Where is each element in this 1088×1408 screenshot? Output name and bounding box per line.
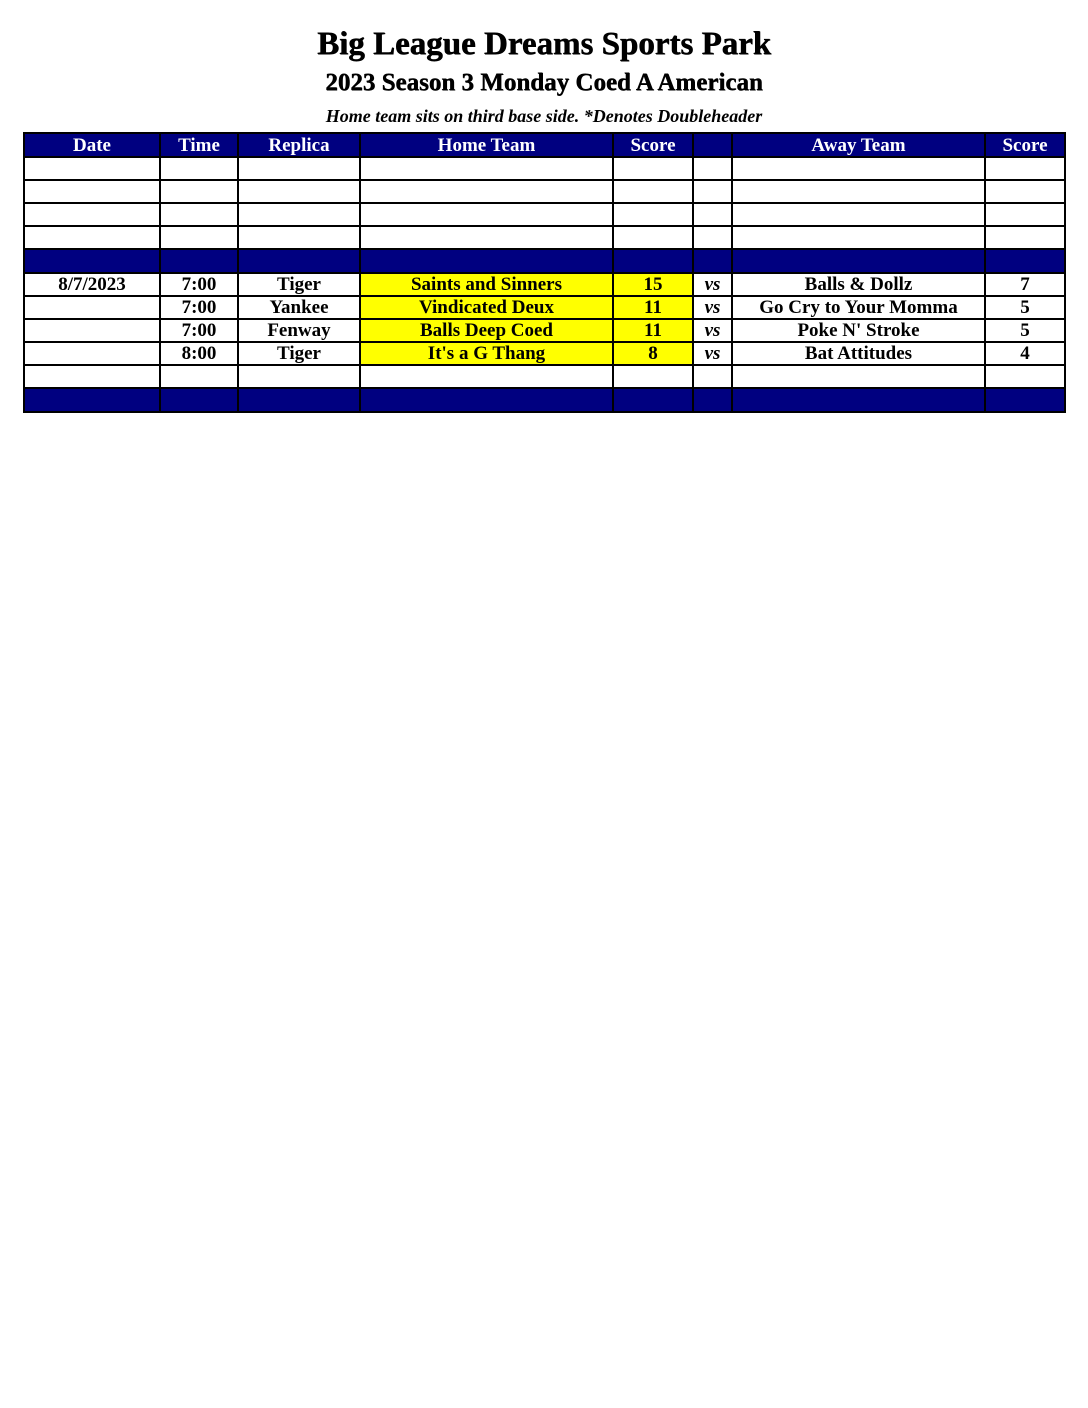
column-header-replica: Replica	[238, 133, 360, 157]
game-replica: Yankee	[238, 296, 360, 319]
away-score: 7	[985, 273, 1065, 296]
game-date	[24, 296, 160, 319]
away-team: Go Cry to Your Momma	[732, 296, 985, 319]
empty-row	[24, 203, 1065, 226]
home-team: Balls Deep Coed	[360, 319, 613, 342]
home-team: Vindicated Deux	[360, 296, 613, 319]
game-replica: Tiger	[238, 273, 360, 296]
empty-row	[24, 180, 1065, 203]
game-row	[24, 273, 1065, 296]
schedule-table	[23, 132, 1066, 413]
page-title: Big League Dreams Sports Park	[316, 26, 772, 62]
column-header-home-team: Home Team	[360, 133, 613, 157]
away-team: Balls & Dollz	[732, 273, 985, 296]
game-row	[24, 296, 1065, 319]
page-subtitle: 2023 Season 3 Monday Coed A American	[325, 69, 763, 96]
game-row	[24, 342, 1065, 365]
header-row	[24, 133, 1065, 157]
away-score: 5	[985, 319, 1065, 342]
column-header-home-score: Score	[613, 133, 693, 157]
column-header-away-score: Score	[985, 133, 1065, 157]
game-row	[24, 319, 1065, 342]
home-score: 11	[613, 319, 693, 342]
game-time: 7:00	[160, 319, 238, 342]
home-score: 8	[613, 342, 693, 365]
column-header-time: Time	[160, 133, 238, 157]
separator-band	[24, 388, 1065, 412]
vs-label: vs	[693, 296, 732, 319]
game-replica: Tiger	[238, 342, 360, 365]
vs-label: vs	[693, 342, 732, 365]
home-team: It's a G Thang	[360, 342, 613, 365]
separator-band	[24, 249, 1065, 273]
column-header-date: Date	[24, 133, 160, 157]
vs-label: vs	[693, 319, 732, 342]
game-time: 7:00	[160, 273, 238, 296]
vs-label: vs	[693, 273, 732, 296]
column-header-away-team: Away Team	[732, 133, 985, 157]
game-date: 8/7/2023	[24, 273, 160, 296]
game-time: 8:00	[160, 342, 238, 365]
away-score: 4	[985, 342, 1065, 365]
home-team: Saints and Sinners	[360, 273, 613, 296]
column-header-vs	[693, 133, 732, 157]
empty-row	[24, 365, 1065, 388]
home-score: 15	[613, 273, 693, 296]
home-score: 11	[613, 296, 693, 319]
empty-row	[24, 157, 1065, 180]
away-score: 5	[985, 296, 1065, 319]
game-date	[24, 342, 160, 365]
away-team: Poke N' Stroke	[732, 319, 985, 342]
game-time: 7:00	[160, 296, 238, 319]
empty-row	[24, 226, 1065, 249]
away-team: Bat Attitudes	[732, 342, 985, 365]
game-date	[24, 319, 160, 342]
schedule-note: Home team sits on third base side. *Denotes Doubleheader	[325, 106, 763, 126]
game-replica: Fenway	[238, 319, 360, 342]
